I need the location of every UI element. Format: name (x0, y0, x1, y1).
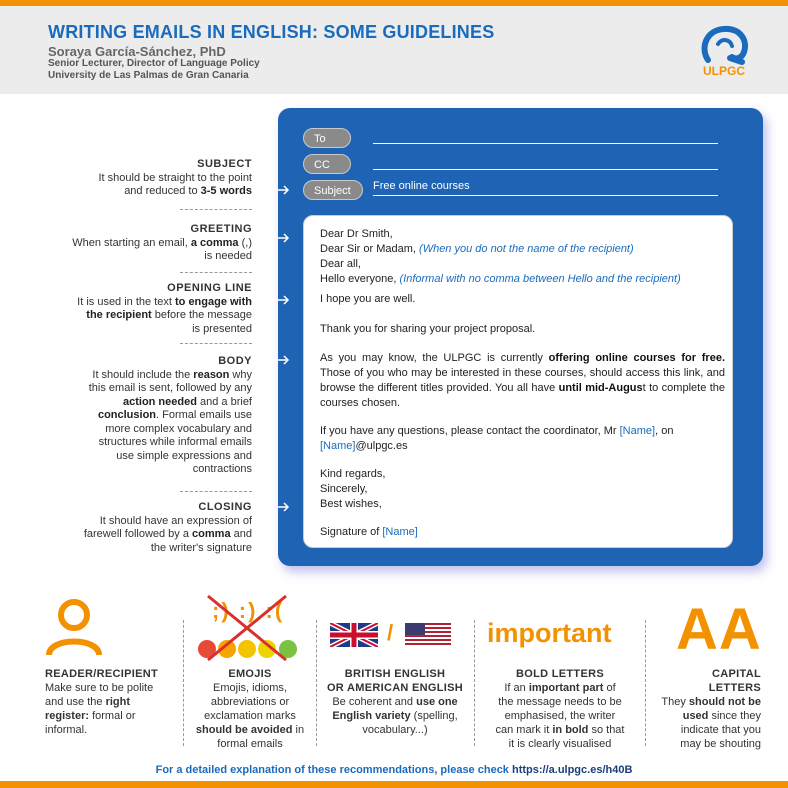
text-segment: so that (588, 724, 625, 736)
caption-line (478, 723, 642, 737)
text-bold: 3-5 words (200, 185, 252, 197)
caption-line: Emojis, idioms, (213, 682, 287, 694)
caption-line (661, 709, 761, 723)
capital-title: CAPITAL (712, 668, 761, 680)
label-subject-line1: It should be straight to the point (98, 171, 252, 184)
divider (180, 343, 252, 344)
caption-line (661, 695, 761, 709)
text-segment: formal or (89, 710, 136, 722)
uk-flag-icon (330, 623, 378, 647)
placeholder-name: [Name] (619, 425, 656, 437)
text-segment: Those of you who may be interested in these courses, should access this link, and browse the different titles provided. You all have (320, 367, 725, 394)
caption-line: indicate that you (680, 724, 761, 736)
label-closing-line2 (84, 528, 252, 542)
divider (180, 491, 252, 492)
greeting-note: (Informal with no comma between Hello and the recipient) (399, 273, 681, 285)
label-body-line1 (89, 369, 252, 383)
header (0, 6, 788, 94)
label-closing-title: CLOSING (198, 501, 252, 513)
label-body (89, 355, 252, 477)
capital-caption (661, 667, 761, 751)
bottom-accent-bar (0, 781, 788, 788)
text-segment: and (230, 528, 252, 540)
text-bold: the recipient (86, 309, 152, 321)
text-bold: should be avoided (195, 724, 293, 736)
text-segment: @ulpgc.es (355, 440, 408, 452)
caption-line: formal emails (217, 738, 283, 750)
flag-separator: / (387, 620, 394, 645)
text-segment: . Formal emails use (156, 409, 252, 421)
closing-block (320, 467, 725, 512)
logo-text: ULPGC (703, 64, 745, 78)
label-body-line7: use simple expressions and (116, 449, 252, 462)
ulpgc-logo-mark-icon (694, 24, 754, 66)
closing-line: Best wishes, (320, 498, 382, 510)
footer (0, 764, 788, 776)
label-greeting-line2: is needed (204, 250, 252, 262)
text-segment: When starting an email, (72, 236, 191, 249)
text-bold: English variety (332, 710, 411, 722)
text-segment: If you have any questions, please contact the coordinator, Mr (320, 425, 620, 437)
text-bold: comma (192, 528, 231, 540)
text-bold: action needed (122, 395, 197, 408)
emojis-title: EMOJIS (228, 668, 272, 680)
emojis-caption (188, 667, 312, 751)
text-segment: t to complete the courses chosen. (320, 382, 726, 409)
subject-field-line (373, 195, 718, 196)
arrow-right-icon (276, 233, 290, 243)
text-bold: should not be (688, 696, 761, 708)
label-closing (84, 501, 252, 555)
closing-line: Kind regards, (320, 468, 386, 480)
text-segment: (,) (238, 236, 252, 249)
capital-aa: AA (676, 597, 762, 662)
divider (180, 272, 252, 273)
text-segment: before the message (151, 309, 252, 321)
label-body-line4 (89, 409, 252, 423)
text-bold: reason (193, 368, 230, 381)
caption-line: exclamation marks (204, 710, 296, 722)
text-bold: in bold (552, 724, 589, 736)
opening-line-2: Thank you for sharing your project proposal. (320, 323, 536, 335)
text-segment: It should include the (92, 368, 194, 381)
divider (180, 209, 252, 210)
text-segment: If an (504, 682, 529, 694)
text-segment: farewell followed by a (83, 528, 193, 540)
caption-line: vocabulary...) (362, 724, 428, 736)
label-closing-line3: the writer's signature (150, 541, 252, 554)
text-segment: As you may know, the ULPGC is currently (320, 352, 549, 364)
placeholder-name: [Name] (320, 440, 356, 452)
text-segment: Dear Sir or Madam, (320, 243, 420, 255)
variety-title: BRITISH ENGLISH (344, 668, 446, 680)
caption-line (188, 723, 312, 737)
text-bold: right (105, 696, 131, 708)
text-segment: and a brief (196, 395, 252, 408)
text-segment: why (229, 368, 252, 381)
footer-text: For a detailed explanation of these recommendations, please check (155, 764, 512, 776)
label-subject-title: SUBJECT (197, 158, 252, 170)
text-bold: register: (45, 710, 90, 722)
caption-line: abbreviations or (210, 696, 290, 708)
text-segment: since they (708, 710, 761, 722)
text-segment: Signature of (320, 526, 383, 538)
bold-caption (478, 667, 642, 751)
cc-field[interactable] (373, 169, 718, 170)
to-field[interactable] (373, 143, 718, 144)
label-greeting-title: GREETING (190, 223, 252, 235)
us-flag-icon (405, 623, 451, 647)
opening-line-1: I hope you are well. (320, 293, 416, 305)
reader-title: READER/RECIPIENT (45, 668, 158, 680)
caption-line: Make sure to be polite (45, 682, 154, 694)
caption-line (320, 709, 470, 723)
greeting-line (320, 272, 725, 287)
divider (474, 620, 475, 746)
text-segment: , on (655, 425, 674, 437)
caption-line: informal. (45, 724, 88, 736)
variety-title: OR AMERICAN ENGLISH (326, 682, 464, 694)
label-greeting (72, 223, 252, 264)
label-opening-title: OPENING LINE (167, 282, 252, 294)
label-closing-line1: It should have an expression of (99, 514, 252, 527)
emoticons-text: ;) :) :( (212, 598, 285, 623)
author-name: Soraya García-Sánchez, PhD (48, 44, 226, 59)
closing-line: Sincerely, (320, 483, 368, 495)
subject-field-value[interactable]: Free online courses (373, 180, 470, 192)
contact-paragraph (320, 424, 725, 454)
text-segment: It is used in the text (77, 295, 175, 308)
caption-line (45, 695, 158, 709)
ulpgc-logo (694, 24, 754, 88)
text-segment: in (292, 724, 305, 736)
text-bold: conclusion (97, 409, 157, 421)
text-segment: Hello everyone, (320, 273, 400, 285)
label-body-line3 (89, 396, 252, 410)
person-icon (44, 597, 104, 659)
variety-caption (320, 667, 470, 737)
text-segment: They (661, 696, 689, 708)
greeting-block (320, 227, 725, 287)
text-bold: a comma (190, 236, 239, 249)
text-bold: until mid-Augus (558, 382, 643, 394)
greeting-note: (When you do not the name of the recipient) (419, 243, 634, 255)
text-bold: important part (528, 682, 604, 694)
caption-line: it is clearly visualised (508, 738, 612, 750)
cross-out-icon (202, 592, 292, 664)
bold-title: BOLD LETTERS (516, 668, 604, 680)
text-segment: can mark it (495, 724, 553, 736)
text-segment: and reduced to (124, 185, 201, 197)
greeting-line: Dear all, (320, 258, 361, 270)
label-body-line2: this email is sent, followed by any (88, 382, 252, 394)
footer-link[interactable]: https://a.ulpgc.es/h40B (511, 764, 633, 776)
text-bold: use one (416, 696, 458, 708)
divider (316, 620, 317, 746)
arrow-right-icon (276, 185, 290, 195)
caption-line: may be shouting (680, 738, 761, 750)
caption-line: emphasised, the writer (504, 710, 616, 722)
caption-line (478, 681, 642, 695)
caption-line: the message needs to be (498, 696, 622, 708)
signature-line (320, 525, 725, 540)
divider (645, 620, 646, 746)
page-title: WRITING EMAILS IN ENGLISH: SOME GUIDELINES (48, 22, 495, 42)
label-subject (99, 158, 253, 199)
reader-caption (45, 667, 158, 737)
to-pill: To (303, 128, 351, 148)
text-bold: to engage with (175, 295, 252, 308)
caption-line (320, 695, 470, 709)
text-segment: and use the (45, 696, 106, 708)
text-bold: offering online courses for free. (548, 352, 725, 364)
label-body-line8: contractions (192, 463, 252, 475)
cc-pill: CC (303, 154, 351, 174)
text-segment: (spelling, (410, 710, 458, 722)
subject-pill: Subject (303, 180, 363, 200)
divider (183, 620, 184, 746)
label-body-title: BODY (218, 355, 252, 367)
label-body-line6: structures while informal emails (98, 436, 252, 448)
author-institution: University de Las Palmas de Gran Canaria (48, 70, 249, 81)
label-body-line5: more complex vocabulary and (105, 422, 252, 435)
text-bold: used (682, 710, 709, 722)
author-role: Senior Lecturer, Director of Language Policy (48, 58, 260, 69)
arrow-right-icon (276, 295, 290, 305)
caption-line (45, 709, 158, 723)
label-subject-line2 (99, 185, 253, 199)
important-word: important (487, 618, 612, 648)
label-greeting-line1 (72, 237, 252, 251)
arrow-right-icon (276, 355, 290, 365)
label-opening-line3: is presented (192, 322, 252, 335)
label-opening-line2 (77, 309, 252, 323)
text-segment: of (603, 682, 616, 694)
greeting-line (320, 242, 725, 257)
label-opening (77, 282, 252, 336)
placeholder-name: [Name] (382, 526, 418, 538)
greeting-line: Dear Dr Smith, (320, 228, 393, 240)
capital-title: LETTERS (708, 682, 761, 694)
label-opening-line1 (77, 296, 252, 310)
arrow-right-icon (276, 502, 290, 512)
body-paragraph (320, 351, 725, 411)
text-segment: Be coherent and (332, 696, 417, 708)
